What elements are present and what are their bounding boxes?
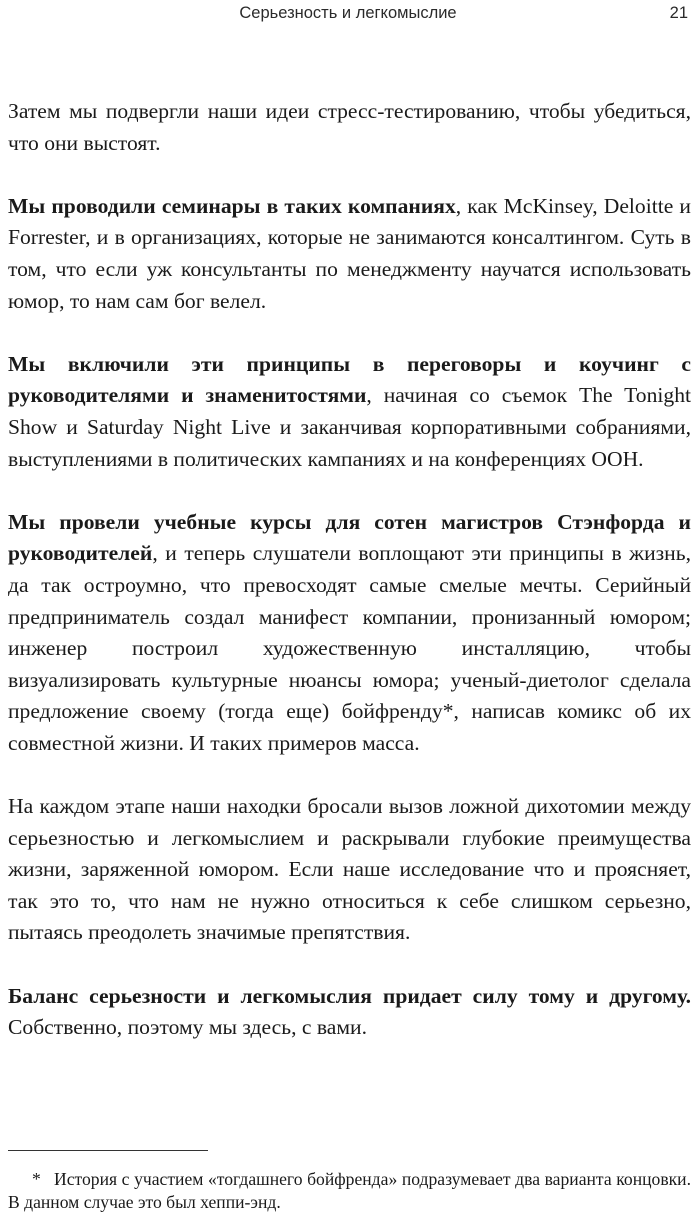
paragraph	[8, 791, 691, 949]
paragraph	[8, 507, 691, 760]
paragraph-text: , и теперь слушатели воплощают эти принципы в жизнь, да так остроумно, что превосходят самые смелые мечты. Серийный предприниматель создал манифест компании, пронизанный юмором; инженер построил художественную инсталляцию, чтобы визуализировать культурные нюансы юмора; ученый-диетолог сделала предложение своему (тогда еще) бойфренду*, написав комикс об их совместной жизни. И таких примеров масса.	[8, 541, 691, 755]
footnote-divider	[8, 1150, 208, 1151]
paragraph	[8, 191, 691, 317]
paragraph-text: Затем мы подвергли наши идеи стресс-тестированию, чтобы убедиться, что они выстоят.	[8, 99, 691, 155]
paragraph	[8, 349, 691, 475]
paragraph-lead: Баланс серьезности и легкомыслия придает силу тому и другому.	[8, 983, 691, 1008]
running-head	[0, 2, 696, 26]
paragraph	[8, 981, 691, 1044]
paragraph-text: , как McKinsey, Deloitte и Forrester, и в организациях, которые не занимаются консалтингом. Суть в том, что если уж консультанты по менеджменту научатся использовать юмор, то нам сам бог велел.	[8, 193, 691, 313]
footnote-text: История с участием «тогдашнего бойфренда» подразумевает два варианта концовки. В данном случае это был хеппи-энд.	[8, 1169, 691, 1212]
paragraph-lead: Мы проводили семинары в таких компаниях	[8, 193, 456, 218]
paragraph-text: Собственно, поэтому мы здесь, с вами.	[8, 1015, 367, 1040]
paragraph-lead: Мы провели учебные курсы для сотен магистров Стэнфорда и руководителей	[8, 509, 691, 566]
paragraph-text: На каждом этапе наши находки бросали вызов ложной дихотомии между серьезностью и легкомыслием и раскрывали глубокие преимущества жизни, заряженной юмором. Если наше исследование что и проясняет, так это то, что нам не нужно относиться к себе слишком серьезно, пытаясь преодолеть значимые препятствия.	[8, 794, 691, 945]
chapter-title: Серьезность и легкомыслие	[239, 4, 457, 22]
body-text	[8, 96, 691, 1075]
footnote	[8, 1168, 691, 1214]
page-number: 21	[669, 4, 688, 22]
paragraph	[8, 96, 691, 159]
paragraph-text: , начиная со съемок The Tonight Show и Saturday Night Live и заканчивая корпоративными собраниями, выступлениями в политических кампаниях и на конференциях ООН.	[8, 383, 691, 471]
paragraph-lead: Мы включили эти принципы в переговоры и коучинг с руководителями и знаменитостями	[8, 351, 691, 408]
footnote-marker: *	[32, 1169, 41, 1189]
